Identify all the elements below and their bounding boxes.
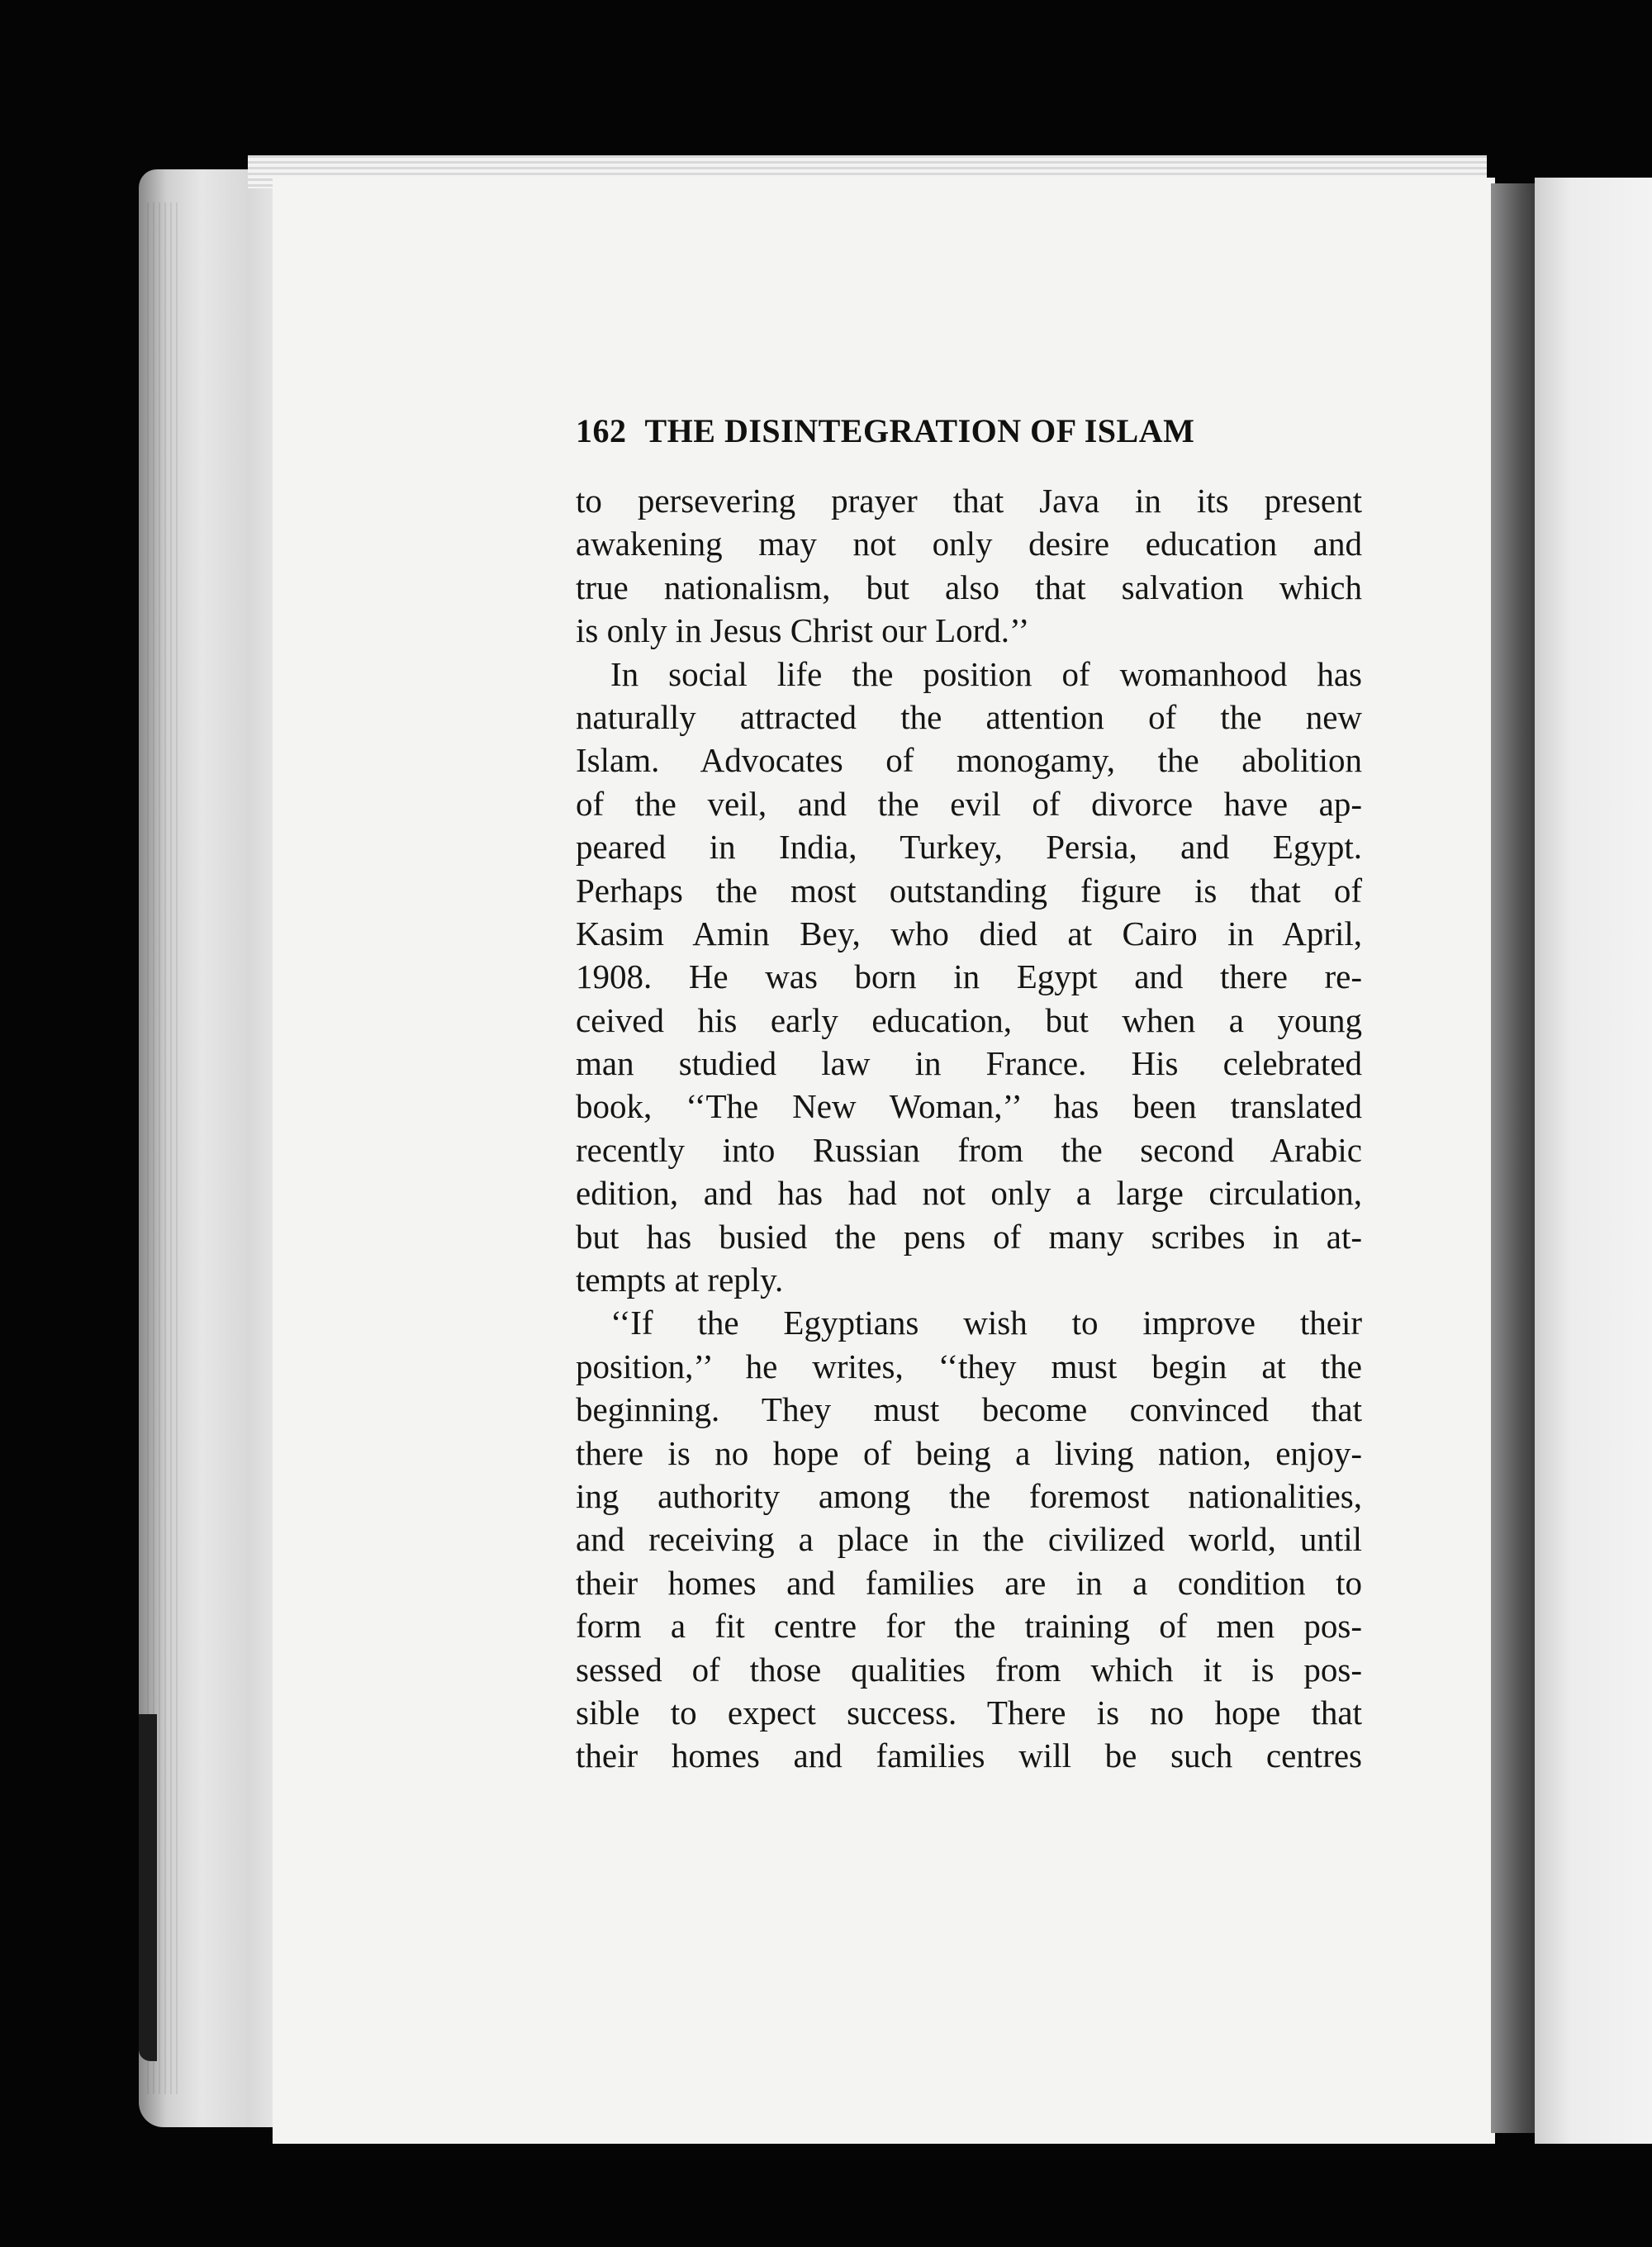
- text-line: of the veil, and the evil of divorce have ap-: [576, 784, 1362, 823]
- text-line: to persevering prayer that Java in its present: [576, 482, 1362, 520]
- text-line: Perhaps the most outstanding figure is that of: [576, 871, 1362, 910]
- text-line: is only in Jesus Christ our Lord.’’: [576, 611, 1030, 650]
- text-line: sible to expect success. There is no hope that: [576, 1693, 1362, 1732]
- text-line: Kasim Amin Bey, who died at Cairo in April,: [576, 914, 1362, 952]
- text-line: ceived his early education, but when a young: [576, 1000, 1362, 1039]
- text-line: form a fit centre for the training of men pos-: [576, 1607, 1362, 1646]
- text-line: naturally attracted the attention of the new: [576, 697, 1362, 736]
- running-title: THE DISINTEGRATION OF ISLAM: [644, 412, 1195, 449]
- facing-page: [1535, 178, 1652, 2144]
- text-line: their homes and families will be such centres: [576, 1736, 1362, 1775]
- page-number: 162: [576, 412, 627, 449]
- body-text: [576, 479, 1362, 1778]
- text-line: beginning. They must become convinced that: [576, 1390, 1362, 1429]
- text-line: and receiving a place in the civilized world, until: [576, 1520, 1362, 1559]
- text-line: tempts at reply.: [576, 1261, 784, 1299]
- text-line: peared in India, Turkey, Persia, and Egypt.: [576, 828, 1362, 867]
- text-line: book, ‘‘The New Woman,’’ has been translated: [576, 1087, 1362, 1126]
- text-line: edition, and has had not only a large circulation,: [576, 1174, 1362, 1213]
- text-line: sessed of those qualities from which it is pos-: [576, 1650, 1362, 1689]
- text-line: there is no hope of being a living nation, enjoy-: [576, 1433, 1362, 1472]
- text-line: ‘‘If the Egyptians wish to improve their: [610, 1304, 1362, 1342]
- running-header: [576, 411, 1369, 450]
- text-line: true nationalism, but also that salvation which: [576, 568, 1362, 606]
- text-line: their homes and families are in a condition to: [576, 1563, 1362, 1602]
- text-line: Islam. Advocates of monogamy, the abolition: [576, 741, 1362, 780]
- text-line: In social life the position of womanhood has: [610, 654, 1362, 693]
- text-line: awakening may not only desire education and: [576, 525, 1362, 563]
- text-line: position,’’ he writes, ‘‘they must begin at the: [576, 1347, 1362, 1385]
- text-line: man studied law in France. His celebrated: [576, 1044, 1362, 1083]
- text-line: but has busied the pens of many scribes in at-: [576, 1217, 1362, 1256]
- text-line: ing authority among the foremost nationalities,: [576, 1476, 1362, 1515]
- text-line: recently into Russian from the second Arabic: [576, 1130, 1362, 1169]
- text-line: 1908. He was born in Egypt and there re-: [576, 957, 1362, 996]
